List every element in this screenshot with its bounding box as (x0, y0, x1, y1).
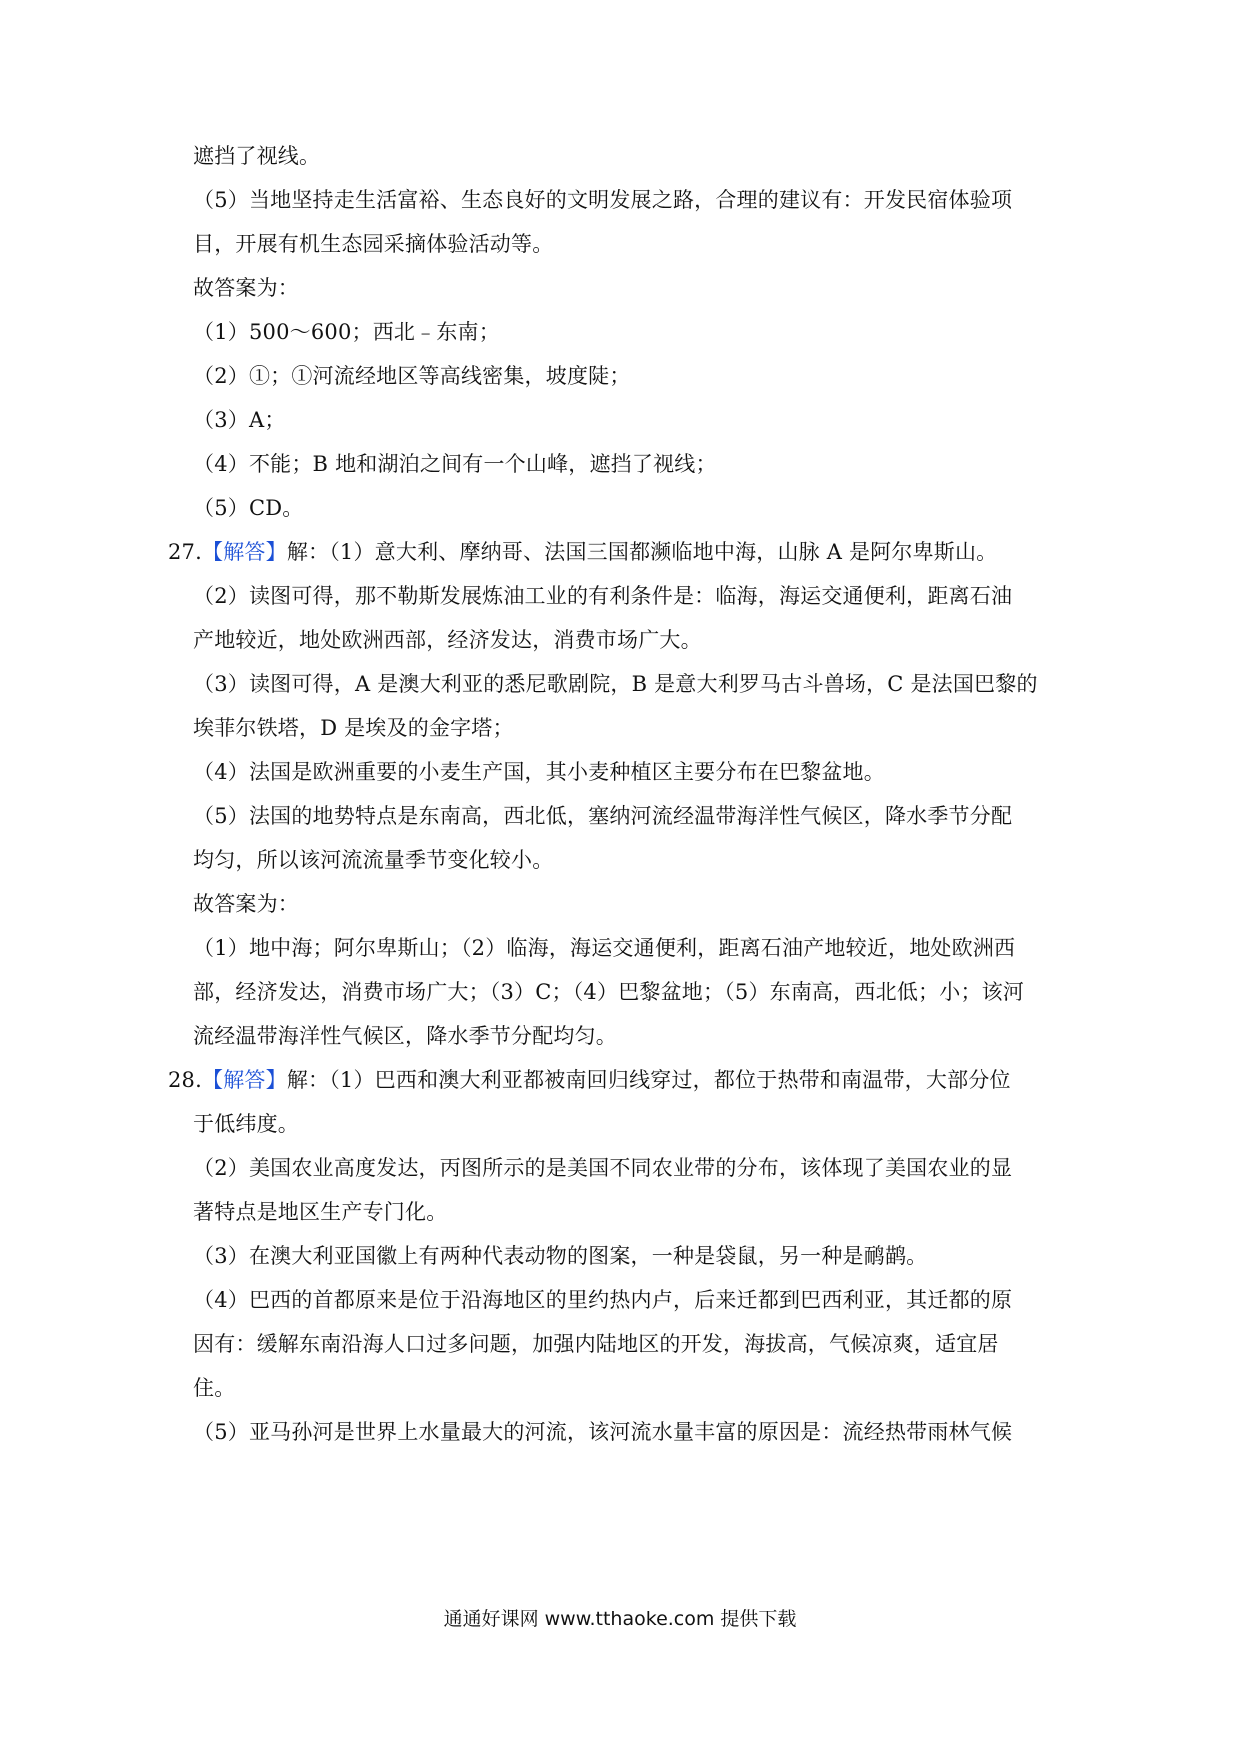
answer-tag: 【解答】 (202, 540, 287, 564)
text-line: 产地较近，地处欧洲西部，经济发达，消费市场广大。 (193, 628, 702, 652)
answer-line: （2）①；①河流经地区等高线密集，坡度陡； (193, 364, 631, 388)
text-line: 于低纬度。 (193, 1112, 299, 1136)
text-line: 著特点是地区生产专门化。 (193, 1200, 448, 1224)
text-line: （5）法国的地势特点是东南高，西北低，塞纳河流经温带海洋性气候区，降水季节分配 (193, 804, 1013, 828)
text-line: （5）亚马孙河是世界上水量最大的河流，该河流水量丰富的原因是：流经热带雨林气候 (193, 1420, 1013, 1444)
text-line: （3）在澳大利亚国徽上有两种代表动物的图案，一种是袋鼠，另一种是鸸鹋。 (193, 1244, 928, 1268)
text-line: 因有：缓解东南沿海人口过多问题，加强内陆地区的开发，海拔高，气候凉爽，适宜居 (193, 1332, 999, 1356)
text-line: （5）当地坚持走生活富裕、生态良好的文明发展之路，合理的建议有：开发民宿体验项 (193, 188, 1013, 212)
text-line: 故答案为： (193, 276, 299, 300)
text-line: 目，开展有机生态园采摘体验活动等。 (193, 232, 554, 256)
answer-line: （1）地中海；阿尔卑斯山；（2）临海，海运交通便利，距离石油产地较近，地处欧洲西 (193, 936, 1016, 960)
page-footer: 通通好课网 www.tthaoke.com 提供下载 (443, 1608, 797, 1630)
text-line: （4）法国是欧洲重要的小麦生产国，其小麦种植区主要分布在巴黎盆地。 (193, 760, 885, 784)
answer-line: 部，经济发达，消费市场广大；（3）C；（4）巴黎盆地；（5）东南高，西北低；小；该河 (193, 980, 1025, 1004)
answer-line: （5）CD。 (193, 496, 304, 520)
text-line: 埃菲尔铁塔，D 是埃及的金字塔； (193, 716, 514, 740)
question-number: 28. (168, 1068, 202, 1092)
question-27-header (168, 538, 997, 566)
text-line: 住。 (193, 1376, 236, 1400)
question-28-first-line: 解：（1）巴西和澳大利亚都被南回归线穿过，都位于热带和南温带，大部分位 (286, 1068, 1011, 1092)
answer-line: （1）500～600；西北﹣东南； (193, 320, 500, 344)
text-line: （3）读图可得，A 是澳大利亚的悉尼歌剧院，B 是意大利罗马古斗兽场，C 是法国巴黎的 (193, 672, 1038, 696)
answer-line: （4）不能；B 地和湖泊之间有一个山峰，遮挡了视线； (193, 452, 717, 476)
text-line: 遮挡了视线。 (193, 144, 321, 168)
text-line: （4）巴西的首都原来是位于沿海地区的里约热内卢，后来迁都到巴西利亚，其迁都的原 (193, 1288, 1013, 1312)
question-number: 27. (168, 540, 202, 564)
answer-line: 流经温带海洋性气候区，降水季节分配均匀。 (193, 1024, 617, 1048)
question-28-header (168, 1066, 1011, 1094)
text-line: （2）读图可得，那不勒斯发展炼油工业的有利条件是：临海，海运交通便利，距离石油 (193, 584, 1013, 608)
text-line: （2）美国农业高度发达，丙图所示的是美国不同农业带的分布，该体现了美国农业的显 (193, 1156, 1013, 1180)
question-27-first-line: 解：（1）意大利、摩纳哥、法国三国都濒临地中海，山脉 A 是阿尔卑斯山。 (286, 540, 998, 564)
answer-line: （3）A； (193, 408, 286, 432)
text-line: 均匀，所以该河流流量季节变化较小。 (193, 848, 554, 872)
answer-tag: 【解答】 (202, 1068, 287, 1092)
text-line: 故答案为： (193, 892, 299, 916)
